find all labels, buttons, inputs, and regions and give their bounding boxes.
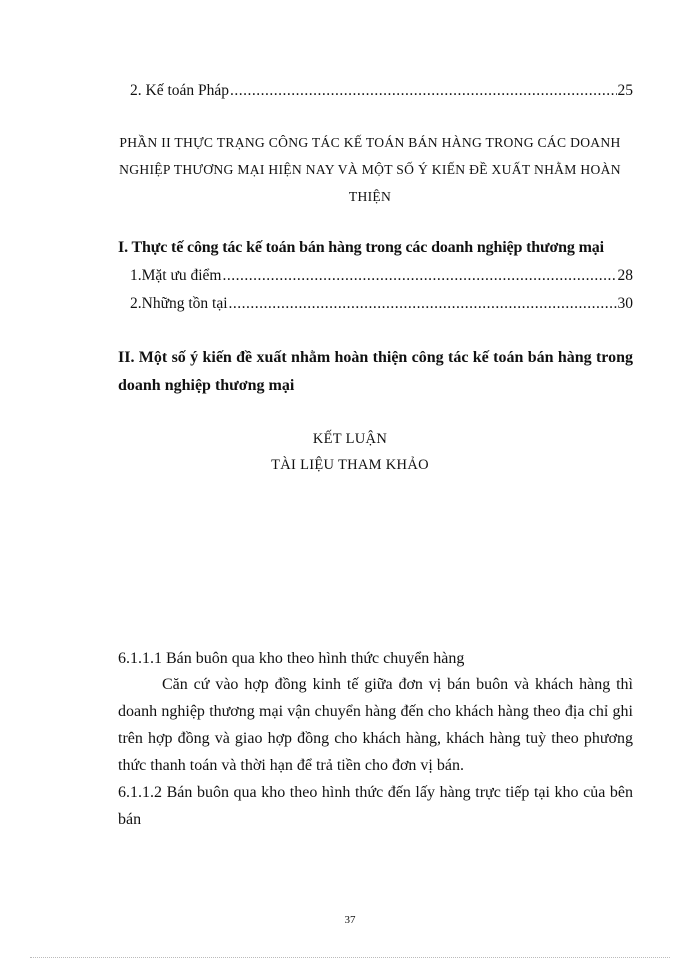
section-2-heading: II. Một số ý kiến đề xuất nhằm hoàn thiện công tác kế toán bán hàng trong doanh nghiệp thương mại (118, 349, 633, 394)
toc-entry-label: 2. Kế toán Pháp (130, 82, 230, 99)
toc-entry-page: 25 (617, 82, 633, 99)
page-bottom-divider (30, 957, 670, 958)
toc-entry-mat-uu-diem (130, 266, 633, 286)
subsection-6111-heading: 6.1.1.1 Bán buôn qua kho theo hình thức chuyển hàng (118, 650, 465, 667)
page-number: 37 (344, 914, 356, 926)
subsection-6112-heading: 6.1.1.2 Bán buôn qua kho theo hình thức đến lấy hàng trực tiếp tại kho của bên bán (118, 784, 633, 828)
body-paragraph: Căn cứ vào hợp đồng kinh tế giữa đơn vị bán buôn và khách hàng thì doanh nghiệp thương mại vận chuyển hàng đến cho khách hàng theo địa chỉ ghi trên hợp đồng và giao hợp đồng cho khách hàng, khách hàng tuỳ theo phương thức thanh toán và thời hạn để trả tiền cho đơn vị bán. (118, 676, 633, 774)
toc-leader (223, 266, 617, 286)
toc-entry-label: 2.Những tồn tại (130, 295, 228, 312)
toc-leader (229, 294, 617, 314)
section-1-heading: I. Thực tế công tác kế toán bán hàng trong các doanh nghiệp thương mại (118, 239, 604, 256)
conclusion-title: KẾT LUẬN (312, 431, 388, 447)
references-title: TÀI LIỆU THAM KHẢO (271, 457, 429, 473)
toc-leader (230, 81, 616, 101)
toc-entry-ke-toan-phap (130, 81, 633, 101)
toc-entry-page: 28 (617, 267, 633, 284)
toc-entry-label: 1.Mặt ưu điểm (130, 267, 222, 284)
toc-entry-nhung-ton-tai (130, 294, 633, 314)
part-2-heading: PHẦN II THỰC TRẠNG CÔNG TÁC KẾ TOÁN BÁN HÀNG TRONG CÁC DOANH NGHIỆP THƯƠNG MẠI HIỆN NAY VÀ MỘT SỐ Ý KIẾN ĐỀ XUẤT NHẰM HOÀN THIỆN (119, 135, 621, 204)
toc-entry-page: 30 (617, 295, 633, 312)
